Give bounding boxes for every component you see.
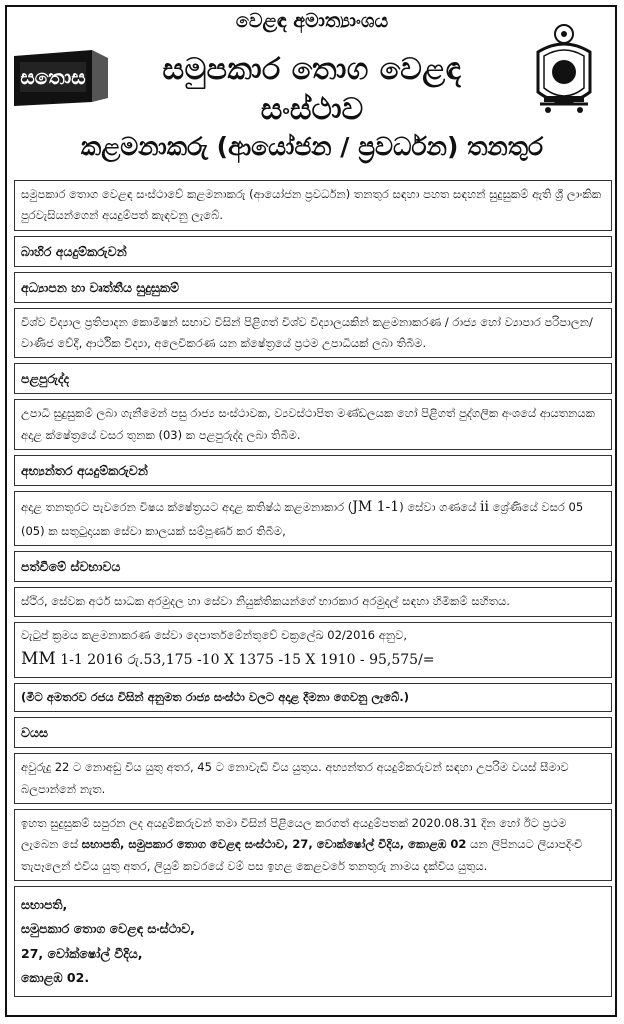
salary-code-rest: 1-1 2016 රු.53,175 -10 X 1375 -15 X 1910 - 95,575/= (55, 652, 435, 669)
ministry-name: වෙළඳ අමාත්‍යාංශය (235, 10, 389, 32)
internal-applicants-text (14, 491, 612, 546)
logo-text: සතොස (20, 65, 86, 89)
org-name-line2: සංස්ථාව (260, 92, 364, 127)
post-title: කළමනාකරු (ආයෝජන / ප්‍රවර්ධන) තනතුර (80, 132, 544, 161)
salary-scale (21, 645, 605, 674)
experience-text: උපාධි සුදුසුකම් ලබා ගැනීමෙන් පසු රාජ්‍ය සංස්ථාවක, ව්‍යවස්ථාපිත මණ්ඩලයක හෝ පිළිගත් පුද්ගලික අංශයේ ආයතනයක අදාළ ක්ෂේත්‍රයේ වසර තුනක (03) ක පළපුරුද්ද ලබා තිබීම. (14, 399, 612, 450)
age-text: අවුරුදු 22 ට නොඅඩු විය යුතු අතර, 45 ට නොවැඩි විය යුතුය. අභ්‍යන්තර අයදුම්කරුවන් සඳහා උපරිම වයස් සීමාව බලපාන්නේ නැත. (14, 753, 612, 804)
experience-heading: පළපුරුද්ද (14, 363, 612, 394)
apply-address: සභාපති, සමුපකාර තොග වෙළඳ සංස්ථාව, 27, වොක්ෂෝල් වීදිය, කොළඹ 02 (81, 837, 467, 852)
grade-roman: ii (480, 499, 489, 516)
internal-text-a: අදාළ තනතුරට පැවරෙන විෂය ක්ෂේත්‍රයට අදාළ කතිෂ්ඨ කළමනාකාර ( (21, 500, 353, 515)
internal-text-b: ) සේවා ගණයේ (399, 500, 481, 515)
salary-text: වැටුප් ක්‍රමය කළමනාකරණ සේවා දෙපාර්තමේන්තුවේ චක්‍රලේඛ 02/2016 අනුව, (21, 627, 408, 642)
org-name-line1: සමුපකාර තොග වෙළඳ (162, 52, 462, 87)
apply-text-a: ඉහත සුදුසුකම් සපුරන ලද අයදුම්කරුවන් තමා විසින් පිළියෙල කරගත් අයදුම්පතක් 2020.08.31 දින හෝ ඊට ප්‍රථම ලැබෙන සේ (21, 816, 567, 852)
signature-line2: සමුපකාර තොග වෙළඳ සංස්ථාව, (21, 921, 195, 937)
signature-line4: කොළඹ 02. (21, 969, 90, 985)
signature-line3: 27, වෝක්ෂෝල් වීදිය, (21, 945, 143, 961)
qualifications-heading: අධ්‍යාපන හා වෘත්තීය සුදුසුකම් (14, 272, 612, 303)
salary-code-prefix: MM (21, 649, 56, 670)
signature-block (14, 886, 612, 998)
grade-code: JM 1-1 (352, 499, 400, 516)
application-instructions (14, 809, 612, 881)
internal-text-c: ශ්‍රේණියේ වසර 05 (05) ක සතුටුදායක සේවා කාලයක් සම්පූර්ණ කර තිබීම, (21, 500, 584, 538)
internal-applicants-heading: අභ්‍යන්තර අයදුම්කරුවන් (14, 455, 612, 486)
appointment-nature-text: ස්ථිර, සේවක අර්ථ සාධක අරමුදල හා සේවා නියුක්තිකයන්ගේ භාරකාර අරමුදල් සඳහා හිමිකම් සහිතය. (14, 587, 612, 616)
qualifications-text: විශ්ව විද්‍යාල ප්‍රතිපාදන කොමිෂන් සභාව විසින් පිළිගත් විශ්ව විද්‍යාලයකින් කළමනාකරණ / රාජ්‍ය හෝ ව්‍යාපාර පරිපාලන/ වාණිජ වේදී, ආර්ථික විද්‍යා, අලෙවිකරණ යන ක්ෂේත්‍රයේ ප්‍රථම උපාධියක් ලබා තිබීම. (14, 308, 612, 359)
salary-block (14, 622, 612, 678)
salary-note: (මීට අමතරව රජය විසින් අනුමත රාජ්‍ය සංස්ථා වලට අදාළ දීමනා ගෙවනු ලැබේ.) (14, 683, 612, 712)
advert-content (14, 180, 612, 997)
intro-paragraph: සමුපකාර තොග වෙළඳ සංස්ථාවේ කළමනාකරු (ආයෝජන ප්‍රවර්ධන) තනතුර සඳහා පහත සඳහන් සුදුසුකම් ඇති ශ්‍රී ලාංකික පුරවැසියන්ගෙන් අයදුම්පත් කැඳවනු ලැබේ. (14, 180, 612, 231)
apply-text-b: යන ලිපිනයට ලියාපදිංචි තැපෑලෙන් එවිය යුතු අතර, ලියුම් කවරයේ වම් පස ඉහළ කෙළවරේ තනතුරු නාමය දැක්විය යුතුය. (21, 837, 583, 873)
external-applicants-heading: බාහිර අයදුම්කරුවන් (14, 236, 612, 267)
signature-line1: සභාපති, (21, 896, 68, 912)
age-heading: වයස (14, 717, 612, 748)
header (0, 0, 624, 175)
appointment-nature-heading: පත්වීමේ ස්වභාවය (14, 551, 612, 582)
